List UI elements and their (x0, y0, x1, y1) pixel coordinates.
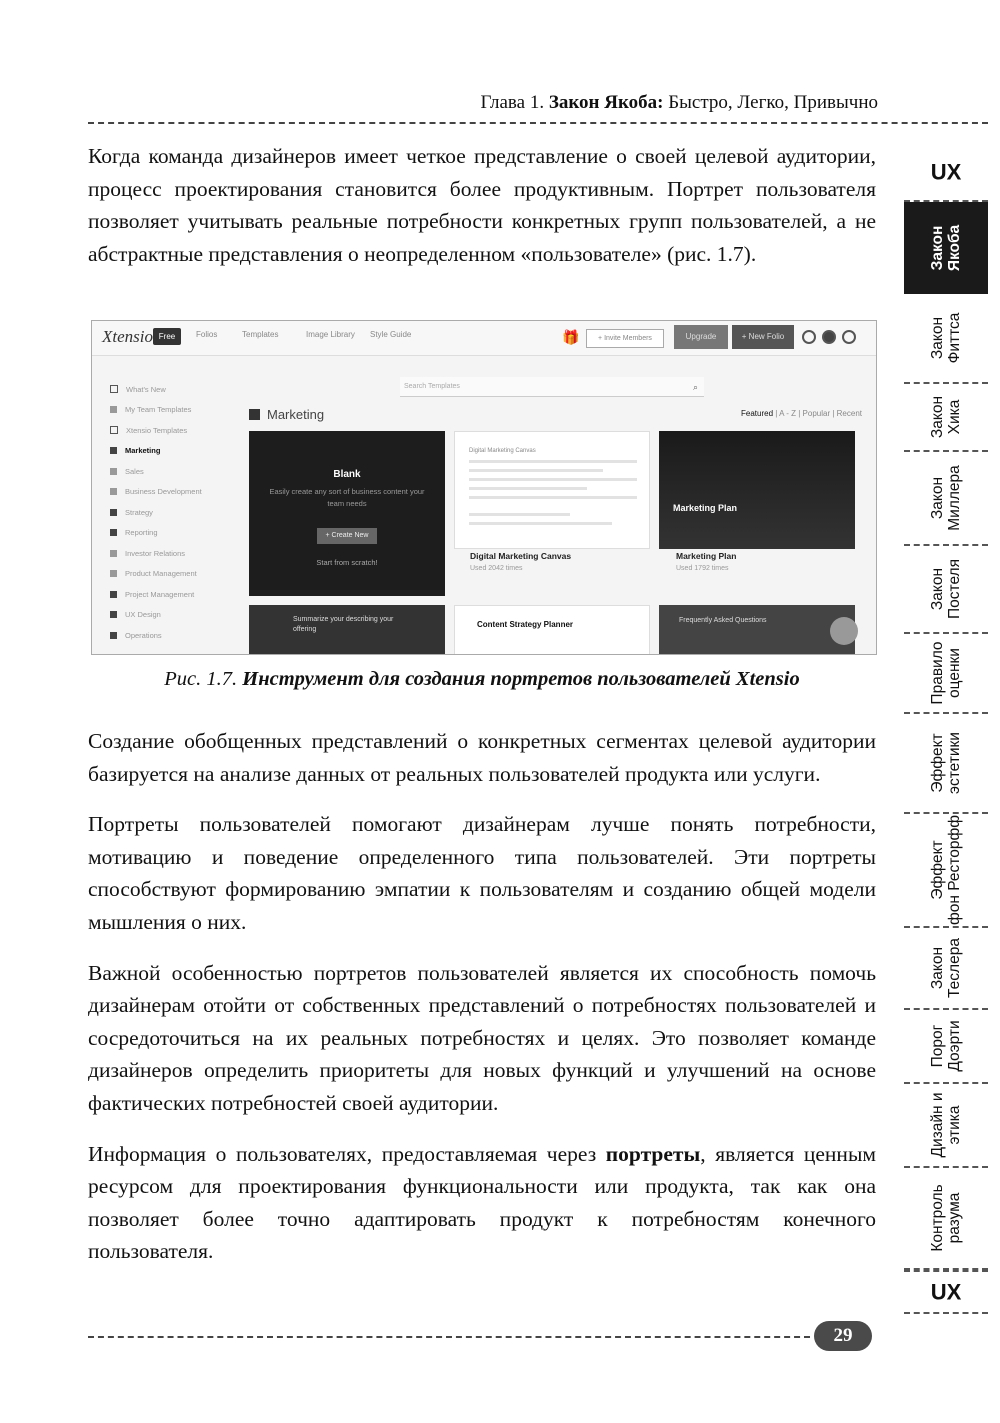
preview-line (469, 513, 570, 516)
card-faq (659, 605, 855, 655)
chat-icon (830, 617, 858, 645)
header-law: Закон Якоба: (548, 92, 664, 113)
main-text (88, 725, 876, 1286)
chapter-tab[interactable] (904, 202, 988, 294)
paragraph: Когда команда дизайнеров имеет четкое представление о своей целевой аудитории, процесс проектирования становится более продуктивным. Портрет пользователя позволяет учитывать реальные потребности конкретных групп пользователей, а не абстрактные представления о неопределенном «пользователе» (рис. 1.7). (88, 144, 876, 266)
card-canvas-title: Digital Marketing Canvas (470, 551, 572, 561)
chapter-tab-label: Закон Теслера (929, 938, 963, 998)
chapter-tab[interactable] (904, 714, 988, 814)
help-icon (802, 330, 816, 344)
figure-sidebar-label: UX Design (125, 610, 161, 620)
card-faq-text: Frequently Asked Questions (679, 617, 767, 624)
canvas-preview-lines (469, 448, 637, 531)
create-new-button: + Create New (317, 528, 377, 544)
figure-sidebar-label: Marketing (125, 446, 161, 456)
figure-caption (88, 664, 876, 694)
preview-line (469, 487, 587, 490)
chapter-tab-label: Закон Фиттса (929, 312, 963, 364)
chapter-tab[interactable] (904, 928, 988, 1010)
card-canvas-used: Used 2042 times (470, 565, 523, 572)
card-plan-preview (659, 431, 855, 549)
card-plan-title: Marketing Plan (676, 551, 737, 561)
figure-sidebar-label: Project Management (125, 589, 195, 599)
chapter-tab-label: Контроль разума (929, 1184, 963, 1252)
figure-sidebar-label: Business Development (125, 487, 202, 497)
chapter-tabs (904, 144, 988, 1314)
figure-sidebar-item (110, 400, 240, 421)
search-icon: ⌕ (692, 382, 698, 392)
category-title (249, 407, 324, 422)
chapter-tab-label: Закон Хика (929, 395, 963, 439)
settings-icon (822, 330, 836, 344)
card-summary (249, 605, 445, 655)
chapter-tab-label: UX (930, 1279, 962, 1305)
new-folio-button: + New Folio (732, 325, 794, 349)
category-square-icon (249, 409, 260, 420)
paragraph: Портреты пользователей помогают дизайнерам лучше понять потребности, мотивацию и поведение определенного типа пользователей. Эти портреты способствуют формированию эмпатии к пользователям и созданию общей модели мышления о них. (88, 812, 876, 934)
category-square-icon (110, 447, 117, 454)
chapter-tab[interactable] (904, 452, 988, 546)
figure-sidebar-item (110, 420, 240, 441)
figure-sidebar-label: Reporting (125, 528, 158, 538)
chapter-tab-label: UX (930, 159, 962, 185)
chapter-tab[interactable] (904, 546, 988, 634)
card-plan-overlay: Marketing Plan (673, 503, 738, 513)
card-summary-text: Summarize your describing your offering (293, 616, 394, 633)
figure-sidebar-item (110, 523, 240, 544)
category-square-icon (110, 632, 117, 639)
card-content-strategy-text: Content Strategy Planner (477, 620, 574, 629)
nav-folios: Folios (196, 330, 218, 339)
figure-sidebar-label: Product Management (125, 569, 197, 579)
card-canvas-preview (454, 431, 650, 549)
figure-sidebar-item (110, 543, 240, 564)
card-blank-desc: Easily create any sort of business content your team needs (269, 487, 425, 508)
category-square-icon (110, 550, 117, 557)
card-plan-used: Used 1792 times (676, 565, 729, 572)
chapter-tab-label: Порог Доэрти (929, 1020, 963, 1072)
gift-icon: 🎁 (562, 329, 580, 345)
figure-sidebar-item (110, 379, 240, 400)
header-chapter: Глава 1. (480, 92, 545, 113)
nav-templates: Templates (242, 330, 279, 339)
figure-sidebar-item (110, 441, 240, 462)
running-header (88, 90, 878, 116)
figure-sidebar-label: What's New (126, 384, 166, 394)
last-before: Информация о пользователях, предоставляемая через (88, 1141, 606, 1166)
figure-sidebar-item (110, 461, 240, 482)
canvas-preview-header: Digital Marketing Canvas (469, 448, 536, 454)
chapter-tab[interactable] (904, 1270, 988, 1314)
chapter-tab-label: Эффект эстетики (929, 732, 963, 794)
chapter-tab[interactable] (904, 384, 988, 452)
category-title-text: Marketing (267, 407, 325, 422)
figure-sidebar-item (110, 482, 240, 503)
preview-line (469, 496, 637, 499)
preview-line (469, 478, 637, 481)
caption-text: Инструмент для создания портретов пользователей Xtensio (242, 668, 800, 690)
category-square-icon (110, 426, 118, 434)
card-blank-start: Start from scratch! (316, 558, 378, 567)
nav-image-library: Image Library (306, 330, 355, 339)
chapter-tab-label: Правило оценки (929, 641, 963, 705)
preview-line (469, 469, 603, 472)
card-blank-title: Blank (333, 469, 361, 480)
figure-sidebar-item (110, 564, 240, 585)
figure-sidebar-label: Xtensio Templates (126, 425, 188, 435)
last-after: , является ценным ресурсом для проектирования функциональности или продукта, так как она позволяет более точно адаптировать продукт к потребностям конечного пользователя. (88, 1141, 876, 1264)
nav-style-guide: Style Guide (370, 330, 412, 339)
chapter-tab-label: Закон Миллера (929, 465, 963, 531)
card-blank (249, 431, 445, 596)
chapter-tab[interactable] (904, 634, 988, 714)
chapter-tab[interactable] (904, 294, 988, 384)
chapter-tab[interactable] (904, 814, 988, 928)
chapter-tab-label: Закон Якоба (929, 224, 963, 272)
figure-xtensio-screenshot (91, 320, 877, 655)
footer-divider (88, 1336, 810, 1338)
paragraph: Создание обобщенных представлений о конкретных сегментах целевой аудитории базируется на анализе данных от реальных пользователей продукта или услуги. (88, 729, 876, 786)
category-square-icon (110, 468, 117, 475)
figure-sidebar-label: My Team Templates (125, 405, 192, 415)
category-square-icon (110, 591, 117, 598)
category-square-icon (110, 529, 117, 536)
sort-rest: A - Z | Popular | Recent (779, 409, 862, 418)
sort-options: Featured | A - Z | Popular | Recent (741, 409, 862, 418)
figure-topbar (92, 321, 876, 356)
category-square-icon (110, 488, 117, 495)
figure-sidebar-label: Sales (125, 466, 144, 476)
preview-line (469, 460, 637, 463)
free-badge: Free (153, 328, 181, 345)
chapter-tab-label: Дизайн и этика (929, 1092, 963, 1158)
chapter-tab[interactable] (904, 1084, 988, 1168)
template-search (400, 377, 704, 397)
category-square-icon (110, 509, 117, 516)
figure-sidebar-label: Strategy (125, 507, 153, 517)
chapter-tab[interactable] (904, 144, 988, 202)
category-square-icon (110, 406, 117, 413)
upgrade-button: Upgrade (674, 325, 728, 349)
page-number: 29 (814, 1321, 872, 1351)
paragraph: Важной особенностью портретов пользователей является их способность помочь дизайнерам отойти от собственных представлений о потребностях пользователей и сосредоточиться на их реальных потребностях и целях. Это позволяет команде дизайнеров определить приоритеты для новых функций и улучшений на основе фактических потребностей своей аудитории. (88, 960, 876, 1115)
card-content-strategy (454, 605, 650, 655)
figure-sidebar-item (110, 502, 240, 523)
preview-line (469, 522, 612, 525)
caption-prefix: Рис. 1.7. (164, 668, 238, 690)
chapter-tab-label: Закон Постеля (929, 559, 963, 619)
chapter-tab[interactable] (904, 1168, 988, 1270)
figure-sidebar-item (110, 584, 240, 605)
figure-sidebar (110, 379, 240, 646)
figure-sidebar-item (110, 605, 240, 626)
avatar-icon (842, 330, 856, 344)
header-divider (88, 122, 988, 124)
category-square-icon (110, 385, 118, 393)
last-bold: портреты (605, 1141, 701, 1166)
chapter-tab-label: Эффект фон Ресторфф (929, 815, 963, 925)
category-square-icon (110, 611, 117, 618)
invite-members-button: + Invite Members (586, 329, 664, 348)
figure-sidebar-item (110, 625, 240, 646)
sort-featured: Featured (741, 409, 774, 418)
figure-sidebar-label: Investor Relations (125, 548, 186, 558)
header-subtitle: Быстро, Легко, Привычно (668, 92, 878, 113)
chapter-tab[interactable] (904, 1010, 988, 1084)
xtensio-logo: Xtensio (102, 327, 153, 346)
search-placeholder: Search Templates (404, 383, 460, 390)
paragraph-last (88, 1138, 876, 1268)
figure-sidebar-label: Operations (125, 630, 162, 640)
intro-text (88, 140, 876, 288)
category-square-icon (110, 570, 117, 577)
